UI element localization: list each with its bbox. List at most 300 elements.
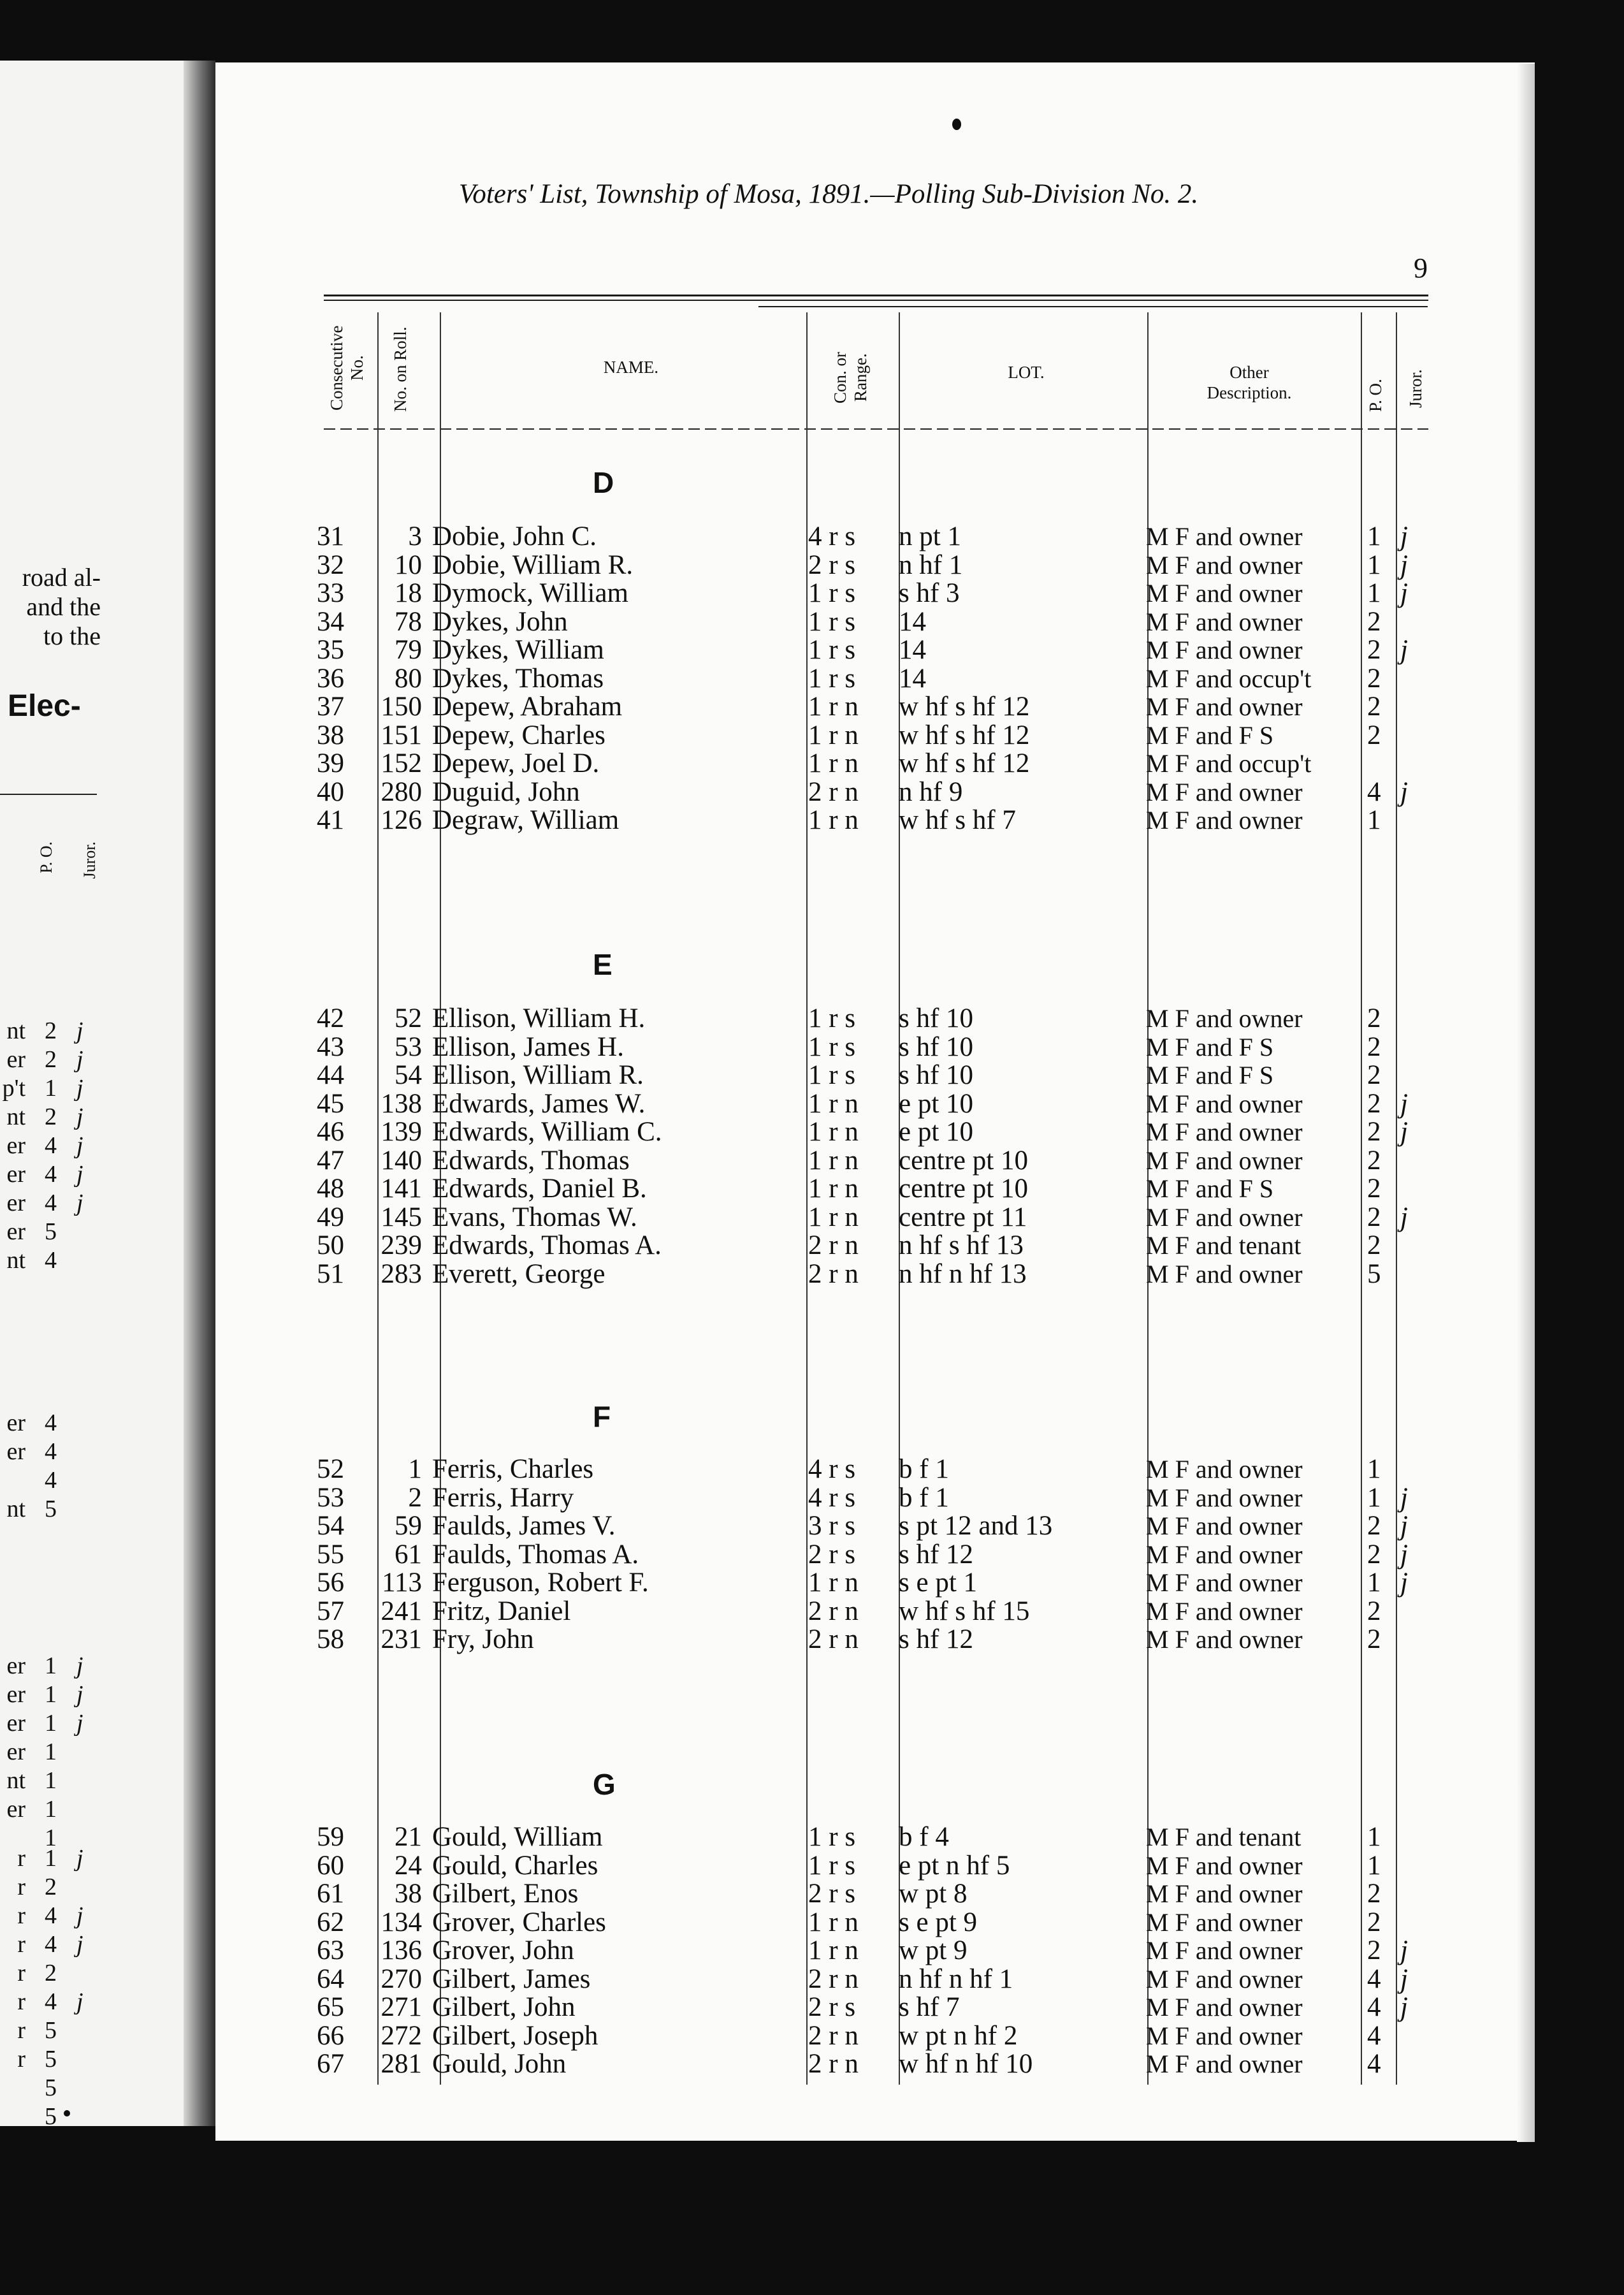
- left-row-juror: j: [76, 1104, 83, 1130]
- lot-cell: n hf 1: [899, 550, 963, 580]
- roll-no-cell: 271: [381, 1992, 422, 2022]
- con-range-cell: 1 r n: [808, 1202, 859, 1232]
- po-cell: 2: [1367, 1596, 1381, 1626]
- lot-cell: s hf 10: [899, 1060, 974, 1090]
- name-cell: Evans, Thomas W.: [432, 1202, 637, 1232]
- name-cell: Gilbert, Joseph: [432, 2020, 598, 2051]
- po-cell: 1: [1367, 1482, 1381, 1513]
- name-cell: Ellison, William R.: [432, 1060, 644, 1090]
- lot-cell: e pt 10: [899, 1117, 974, 1147]
- juror-cell: j: [1400, 1568, 1408, 1598]
- voter-row: [0, 608, 1624, 637]
- left-row-po: 5: [45, 1496, 57, 1522]
- juror-cell: j: [1400, 1935, 1408, 1965]
- con-range-cell: 1 r n: [808, 1935, 859, 1965]
- con-range-cell: 1 r n: [808, 1907, 859, 1937]
- left-row: [0, 1709, 102, 1738]
- voter-row: [0, 1626, 1624, 1654]
- name-cell: Dobie, John C.: [432, 521, 597, 551]
- left-row-po: 1: [45, 1738, 57, 1765]
- con-range-cell: 1 r s: [808, 1060, 856, 1090]
- consecutive-no-cell: 59: [317, 1822, 344, 1852]
- left-row-juror: j: [76, 1132, 83, 1159]
- consecutive-no-cell: 61: [317, 1879, 344, 1909]
- con-range-cell: 1 r n: [808, 1088, 859, 1119]
- roll-no-cell: 231: [381, 1624, 422, 1654]
- left-row: [0, 1795, 102, 1824]
- lot-cell: w hf s hf 7: [899, 805, 1016, 835]
- description-cell: M F and owner: [1146, 1540, 1303, 1569]
- left-row-end: er: [6, 1218, 25, 1245]
- section-rows-f: [0, 1455, 1624, 1654]
- roll-no-cell: 126: [381, 805, 422, 835]
- left-row-juror: j: [76, 1017, 83, 1044]
- voter-row: [0, 1005, 1624, 1033]
- voter-row: [0, 1909, 1624, 1937]
- consecutive-no-cell: 32: [317, 550, 344, 580]
- po-cell: 2: [1367, 692, 1381, 722]
- consecutive-no-cell: 62: [317, 1907, 344, 1937]
- roll-no-cell: 38: [395, 1879, 422, 1909]
- section-rows-e: [0, 1005, 1624, 1288]
- description-cell: M F and owner: [1146, 636, 1303, 664]
- voter-row: [0, 1852, 1624, 1881]
- description-cell: M F and F S: [1146, 720, 1274, 750]
- name-cell: Depew, Charles: [432, 720, 605, 750]
- consecutive-no-cell: 42: [317, 1003, 344, 1033]
- voter-row: [0, 1204, 1624, 1232]
- roll-no-cell: 140: [381, 1145, 422, 1176]
- voter-row: [0, 2022, 1624, 2051]
- consecutive-no-cell: 48: [317, 1174, 344, 1204]
- roll-no-cell: 281: [381, 2049, 422, 2079]
- voter-row: [0, 1823, 1624, 1852]
- roll-no-cell: 54: [395, 1060, 422, 1090]
- left-row-end: er: [6, 1046, 25, 1073]
- description-cell: M F and owner: [1146, 1512, 1303, 1540]
- name-cell: Depew, Joel D.: [432, 748, 600, 778]
- lot-cell: s pt 12 and 13: [899, 1511, 1053, 1541]
- consecutive-no-cell: 35: [317, 635, 344, 665]
- juror-cell: j: [1400, 578, 1408, 608]
- consecutive-no-cell: 44: [317, 1060, 344, 1090]
- name-cell: Gilbert, John: [432, 1992, 576, 2022]
- po-cell: 1: [1367, 1568, 1381, 1598]
- left-row-po: 5: [45, 2074, 57, 2101]
- left-row-end: er: [6, 1438, 25, 1465]
- left-row-end: nt: [6, 1017, 25, 1044]
- header-rule-top-3: [758, 306, 1428, 307]
- left-row-juror: j: [76, 1902, 83, 1929]
- description-cell: M F and owner: [1146, 607, 1303, 636]
- juror-cell: j: [1400, 776, 1408, 807]
- lot-cell: e pt n hf 5: [899, 1850, 1010, 1881]
- consecutive-no-cell: 31: [317, 521, 344, 551]
- name-cell: Grover, John: [432, 1935, 574, 1965]
- voter-row: [0, 1061, 1624, 1090]
- left-row-end: r: [17, 2046, 25, 2073]
- voter-row: [0, 665, 1624, 694]
- left-row-po: 1: [45, 1767, 57, 1794]
- left-row-po: 4: [45, 1161, 57, 1188]
- name-cell: Edwards, Thomas A.: [432, 1230, 662, 1260]
- voter-row: [0, 806, 1624, 835]
- con-range-cell: 1 r s: [808, 1822, 856, 1852]
- name-cell: Everett, George: [432, 1258, 605, 1289]
- description-cell: M F and owner: [1146, 1964, 1303, 1993]
- left-row-end: er: [6, 1132, 25, 1159]
- name-cell: Fry, John: [432, 1624, 534, 1654]
- roll-no-cell: 10: [395, 550, 422, 580]
- left-row-po: 1: [45, 1710, 57, 1737]
- roll-no-cell: 280: [381, 776, 422, 807]
- left-row-po: 4: [45, 1467, 57, 1494]
- voter-row: [0, 1260, 1624, 1289]
- name-cell: Fritz, Daniel: [432, 1596, 571, 1626]
- lot-cell: b f 4: [899, 1822, 949, 1852]
- consecutive-no-cell: 60: [317, 1850, 344, 1881]
- po-cell: 2: [1367, 1174, 1381, 1204]
- roll-no-cell: 145: [381, 1202, 422, 1232]
- con-range-cell: 1 r n: [808, 692, 859, 722]
- left-row-po: 4: [45, 1190, 57, 1216]
- left-row: [0, 1680, 102, 1709]
- po-cell: 1: [1367, 1822, 1381, 1852]
- consecutive-no-cell: 52: [317, 1454, 344, 1484]
- name-cell: Edwards, William C.: [432, 1117, 662, 1147]
- name-cell: Dykes, John: [432, 606, 568, 637]
- description-cell: M F and owner: [1146, 806, 1303, 834]
- po-cell: 2: [1367, 1935, 1381, 1965]
- po-cell: 1: [1367, 1454, 1381, 1484]
- name-cell: Grover, Charles: [432, 1907, 606, 1937]
- left-row-po: 5: [45, 1218, 57, 1245]
- consecutive-no-cell: 63: [317, 1935, 344, 1965]
- con-range-cell: 2 r n: [808, 1963, 859, 1994]
- roll-no-cell: 270: [381, 1963, 422, 1994]
- description-cell: M F and owner: [1146, 777, 1303, 806]
- voter-row: [0, 1965, 1624, 1994]
- section-letter-f: F: [593, 1400, 611, 1433]
- con-range-cell: 2 r n: [808, 776, 859, 807]
- voter-row: [0, 1598, 1624, 1626]
- po-cell: 2: [1367, 1145, 1381, 1176]
- lot-cell: w hf s hf 12: [899, 720, 1030, 750]
- lot-cell: n hf 9: [899, 776, 963, 807]
- con-range-cell: 2 r n: [808, 1624, 859, 1654]
- po-cell: 2: [1367, 1907, 1381, 1937]
- voter-row: [0, 722, 1624, 750]
- left-row-po: 4: [45, 1410, 57, 1436]
- consecutive-no-cell: 46: [317, 1117, 344, 1147]
- lot-cell: n hf s hf 13: [899, 1230, 1024, 1260]
- left-row: [0, 1767, 102, 1795]
- voter-row: [0, 1033, 1624, 1062]
- juror-cell: j: [1400, 1511, 1408, 1541]
- left-row-juror: j: [76, 1988, 83, 2015]
- lot-cell: w pt 9: [899, 1935, 968, 1965]
- juror-cell: j: [1400, 550, 1408, 580]
- lot-cell: s hf 12: [899, 1624, 974, 1654]
- name-cell: Gilbert, James: [432, 1963, 591, 1994]
- lot-cell: w hf s hf 12: [899, 748, 1030, 778]
- left-row-end: r: [17, 1931, 25, 1958]
- consecutive-no-cell: 58: [317, 1624, 344, 1654]
- lot-cell: s hf 7: [899, 1992, 960, 2022]
- description-cell: M F and owner: [1146, 1089, 1303, 1118]
- roll-no-cell: 18: [395, 578, 422, 608]
- description-cell: M F and owner: [1146, 550, 1303, 579]
- left-row-juror: j: [76, 1046, 83, 1073]
- con-range-cell: 1 r s: [808, 663, 856, 694]
- lot-cell: n hf n hf 1: [899, 1963, 1013, 1994]
- header-lot: LOT.: [1008, 363, 1045, 382]
- left-row-po: 4: [45, 1902, 57, 1929]
- header-con-or-range: Con. or Range.: [830, 352, 870, 404]
- voter-row: [0, 1880, 1624, 1909]
- con-range-cell: 2 r n: [808, 2049, 859, 2079]
- consecutive-no-cell: 53: [317, 1482, 344, 1513]
- header-rule-top-2: [324, 300, 1428, 301]
- section-rows-g: [0, 1823, 1624, 2079]
- header-no-on-roll: No. on Roll.: [391, 326, 410, 412]
- con-range-cell: 4 r s: [808, 1482, 856, 1513]
- description-cell: M F and tenant: [1146, 1823, 1301, 1851]
- po-cell: 2: [1367, 1879, 1381, 1909]
- po-cell: 4: [1367, 1963, 1381, 1994]
- description-cell: M F and owner: [1146, 1851, 1303, 1880]
- left-row-end: r: [17, 1960, 25, 1986]
- description-cell: M F and owner: [1146, 692, 1303, 721]
- left-row-end: nt: [6, 1104, 25, 1130]
- consecutive-no-cell: 64: [317, 1963, 344, 1994]
- header-rule-top: [324, 295, 1428, 296]
- left-row-end: nt: [6, 1247, 25, 1274]
- left-row-po: 4: [45, 1931, 57, 1958]
- po-cell: 4: [1367, 2020, 1381, 2051]
- roll-no-cell: 272: [381, 2020, 422, 2051]
- left-row-po: 5: [45, 2103, 57, 2126]
- lot-cell: 14: [899, 663, 926, 694]
- left-row: [0, 1652, 102, 1680]
- description-cell: M F and owner: [1146, 1568, 1303, 1597]
- po-cell: 2: [1367, 1088, 1381, 1119]
- juror-cell: j: [1400, 1088, 1408, 1119]
- po-cell: 1: [1367, 550, 1381, 580]
- juror-cell: j: [1400, 1202, 1408, 1232]
- description-cell: M F and F S: [1146, 1174, 1274, 1203]
- left-text-line: to the: [43, 622, 101, 650]
- po-cell: 1: [1367, 521, 1381, 551]
- voter-row: [0, 1993, 1624, 2022]
- name-cell: Edwards, Thomas: [432, 1145, 630, 1176]
- roll-no-cell: 113: [382, 1568, 422, 1598]
- name-cell: Dykes, William: [432, 635, 604, 665]
- left-row-end: r: [17, 1988, 25, 2015]
- description-cell: M F and owner: [1146, 1259, 1303, 1288]
- name-cell: Dymock, William: [432, 578, 628, 608]
- lot-cell: b f 1: [899, 1454, 949, 1484]
- con-range-cell: 2 r s: [808, 1539, 856, 1570]
- con-range-cell: 2 r s: [808, 550, 856, 580]
- consecutive-no-cell: 34: [317, 606, 344, 637]
- con-range-cell: 1 r s: [808, 1031, 856, 1062]
- con-range-cell: 4 r s: [808, 1454, 856, 1484]
- lot-cell: centre pt 11: [899, 1202, 1027, 1232]
- lot-cell: s hf 3: [899, 578, 960, 608]
- consecutive-no-cell: 45: [317, 1088, 344, 1119]
- lot-cell: s hf 12: [899, 1539, 974, 1570]
- left-row-po: 1: [45, 1681, 57, 1708]
- left-row-juror: j: [76, 1161, 83, 1188]
- juror-cell: j: [1400, 1963, 1408, 1994]
- header-name: NAME.: [603, 358, 659, 377]
- left-row-end: p't: [2, 1075, 25, 1102]
- voter-row: [0, 1455, 1624, 1484]
- name-cell: Duguid, John: [432, 776, 580, 807]
- juror-cell: j: [1400, 521, 1408, 551]
- con-range-cell: 1 r n: [808, 1174, 859, 1204]
- description-cell: M F and occup't: [1146, 664, 1312, 693]
- consecutive-no-cell: 55: [317, 1539, 344, 1570]
- description-cell: M F and owner: [1146, 1146, 1303, 1175]
- con-range-cell: 3 r s: [808, 1511, 856, 1541]
- description-cell: M F and owner: [1146, 1993, 1303, 2022]
- left-page-heading: Elec-: [8, 689, 81, 723]
- roll-no-cell: 61: [395, 1539, 422, 1570]
- left-row-end: r: [17, 1845, 25, 1872]
- left-row-po: 1: [45, 1075, 57, 1102]
- po-cell: 2: [1367, 1060, 1381, 1090]
- lot-cell: centre pt 10: [899, 1174, 1028, 1204]
- consecutive-no-cell: 50: [317, 1230, 344, 1260]
- description-cell: M F and F S: [1146, 1032, 1274, 1061]
- roll-no-cell: 136: [381, 1935, 422, 1965]
- header-juror: Juror.: [1406, 369, 1425, 409]
- name-cell: Ferris, Harry: [432, 1482, 574, 1513]
- left-row: [0, 1409, 102, 1438]
- left-row-po: 4: [45, 1438, 57, 1465]
- description-cell: M F and owner: [1146, 1202, 1303, 1232]
- voter-row: [0, 750, 1624, 778]
- roll-no-cell: 80: [395, 663, 422, 694]
- lot-cell: w hf s hf 15: [899, 1596, 1030, 1626]
- con-range-cell: 1 r s: [808, 606, 856, 637]
- lot-cell: 14: [899, 635, 926, 665]
- juror-cell: j: [1400, 635, 1408, 665]
- name-cell: Ferguson, Robert F.: [432, 1568, 649, 1598]
- voter-row: [0, 1175, 1624, 1204]
- lot-cell: 14: [899, 606, 926, 637]
- left-row-end: er: [6, 1190, 25, 1216]
- name-cell: Depew, Abraham: [432, 692, 623, 722]
- left-row-juror: j: [76, 1931, 83, 1958]
- description-cell: M F and owner: [1146, 522, 1303, 551]
- left-row-po: 1: [45, 1825, 57, 1851]
- consecutive-no-cell: 66: [317, 2020, 344, 2051]
- left-row-po: 2: [45, 1046, 57, 1073]
- con-range-cell: 1 r n: [808, 720, 859, 750]
- description-cell: M F and owner: [1146, 1596, 1303, 1626]
- voter-row: [0, 1541, 1624, 1570]
- name-cell: Gould, William: [432, 1822, 603, 1852]
- voter-row: [0, 1512, 1624, 1541]
- po-cell: 2: [1367, 1003, 1381, 1033]
- con-range-cell: 1 r s: [808, 1850, 856, 1881]
- con-range-cell: 1 r n: [808, 1568, 859, 1598]
- roll-no-cell: 134: [381, 1907, 422, 1937]
- header-po: P. O.: [1366, 379, 1385, 412]
- roll-no-cell: 141: [381, 1174, 422, 1204]
- name-cell: Degraw, William: [432, 805, 620, 835]
- lot-cell: s hf 10: [899, 1031, 974, 1062]
- left-row-po: 1: [45, 1845, 57, 1872]
- section-rows-d: [0, 523, 1624, 835]
- lot-cell: b f 1: [899, 1482, 949, 1513]
- po-cell: 4: [1367, 2049, 1381, 2079]
- header-other-description: Other Description.: [1207, 363, 1292, 402]
- roll-no-cell: 53: [395, 1031, 422, 1062]
- roll-no-cell: 52: [395, 1003, 422, 1033]
- po-cell: 2: [1367, 1202, 1381, 1232]
- left-row-po: 2: [45, 1874, 57, 1900]
- section-letter-g: G: [593, 1768, 616, 1801]
- roll-no-cell: 239: [381, 1230, 422, 1260]
- voter-row: [0, 523, 1624, 551]
- roll-no-cell: 1: [408, 1454, 422, 1484]
- left-rows: [0, 1652, 102, 1853]
- consecutive-no-cell: 65: [317, 1992, 344, 2022]
- lot-cell: w hf s hf 12: [899, 692, 1030, 722]
- left-row-po: 1: [45, 1652, 57, 1679]
- left-row-po: 2: [45, 1017, 57, 1044]
- name-cell: Faulds, Thomas A.: [432, 1539, 639, 1570]
- consecutive-no-cell: 37: [317, 692, 344, 722]
- left-row-juror: j: [76, 1681, 83, 1708]
- consecutive-no-cell: 36: [317, 663, 344, 694]
- po-cell: 2: [1367, 1031, 1381, 1062]
- description-cell: M F and owner: [1146, 2021, 1303, 2050]
- left-row-po: 1: [45, 1796, 57, 1823]
- roll-no-cell: 150: [381, 692, 422, 722]
- consecutive-no-cell: 56: [317, 1568, 344, 1598]
- left-row-po: 4: [45, 1132, 57, 1159]
- voter-row: [0, 689, 1624, 723]
- left-row-end: r: [17, 1902, 25, 1929]
- left-row-juror: j: [76, 1710, 83, 1737]
- left-row-po: 4: [45, 1988, 57, 2015]
- po-cell: 2: [1367, 1230, 1381, 1260]
- voter-row: [0, 579, 1624, 608]
- juror-cell: j: [1400, 1992, 1408, 2022]
- name-cell: Ellison, William H.: [432, 1003, 646, 1033]
- roll-no-cell: 78: [395, 606, 422, 637]
- roll-no-cell: 2: [408, 1482, 422, 1513]
- con-range-cell: 1 r n: [808, 748, 859, 778]
- description-cell: M F and owner: [1146, 1483, 1303, 1512]
- con-range-cell: 4 r s: [808, 521, 856, 551]
- voter-row: [0, 1484, 1624, 1513]
- name-cell: Dykes, Thomas: [432, 663, 604, 694]
- roll-no-cell: 138: [381, 1088, 422, 1119]
- po-cell: 2: [1367, 1117, 1381, 1147]
- name-cell: Ellison, James H.: [432, 1031, 624, 1062]
- con-range-cell: 2 r n: [808, 1230, 859, 1260]
- description-cell: M F and owner: [1146, 2050, 1303, 2078]
- consecutive-no-cell: 43: [317, 1031, 344, 1062]
- consecutive-no-cell: 54: [317, 1511, 344, 1541]
- lot-cell: s e pt 1: [899, 1568, 978, 1598]
